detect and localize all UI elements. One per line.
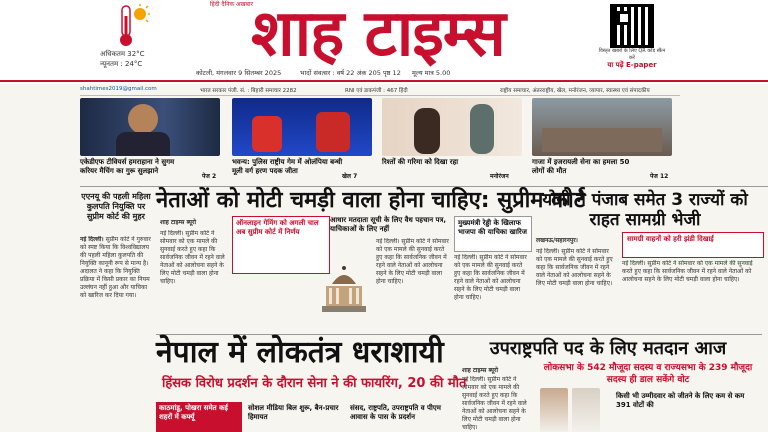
vp-box[interactable]: किसी भी उम्मीदवार को जीतने के लिए कम से कम 391 वोटों की (616, 392, 745, 409)
punjab-body-2 (622, 260, 762, 332)
punjab-box-text: सामग्री वाहनों को हरी झंडी दिखाई (627, 235, 714, 243)
dateline (0, 66, 768, 78)
nepal-curfew-box[interactable]: काठमांडू, पोखरा समेत कई शहरों में कर्फ्यू (156, 402, 242, 432)
teaser-caption-4[interactable]: गाजा में इजरायली सेना का हमला 50 लोगों की मौत (532, 158, 630, 175)
lead-inset-text: ऑनलाइन गेमिंग को अगली चाल अब सुप्रीम कोर्ट में निर्णय (236, 219, 319, 236)
punjab-byline: लखनऊ/सहारनपुर। (536, 237, 578, 244)
teaser-page-1: पेज 2 (202, 173, 217, 180)
edition-date: कोटली, मंगलवार 9 सितम्बर 2025 (196, 69, 282, 77)
thermometer-icon (112, 2, 152, 48)
qr-text: विस्तृत खबरों के लिए QR कोड स्कैन करें (598, 48, 666, 61)
punjab-box[interactable] (622, 232, 764, 258)
top-tagline: हिंदी दैनिक अखबार (210, 1, 253, 8)
registration: भारत सरकार पंजी. सं. : बिहारी समाचार 2282 (200, 88, 297, 94)
subline (80, 84, 680, 96)
email-link[interactable]: shahtimes2019@gmail.com (80, 86, 157, 92)
left-byline: नई दिल्ली। (80, 236, 104, 243)
vp-body (462, 376, 534, 432)
vp-headline[interactable]: उपराष्ट्रपति पद के लिए मतदान आज (489, 338, 727, 359)
nepal-col2-head[interactable]: सोशल मीडिया बिल शुरू, बैन-प्रचार हिमायत (248, 404, 339, 421)
supreme-court-icon (318, 262, 370, 316)
masthead-rule (0, 80, 768, 82)
punjab-body-text: नई दिल्ली। सुप्रीम कोर्ट ने सोमवार को एक मामले की सुनवाई करते हुए कहा कि सार्वजनिक जीवन में रहने वाले नेताओं को आलोचना सहने के लिए मोटी चमड़ी वाला होना चाहिए। (536, 248, 613, 287)
teaser-page-2: खेल 7 (342, 173, 358, 180)
punjab-body (536, 248, 616, 332)
teaser-caption-1[interactable]: एकेडीएफ टीवियर्स हमराहाना ने सुगम करियर मैचिंग का गुरू सुलझाने (80, 158, 175, 175)
lead-side-box-text: मुख्यमंत्री रेड्डी के खिलाफ भाजपा की याचिका खारिज (458, 219, 527, 236)
lead-side-body (376, 238, 450, 334)
lead-side-body-2 (454, 254, 530, 332)
price: मूल्य मात्र 5.00 (412, 69, 451, 77)
left-body (80, 236, 152, 432)
samvat: भादों संवत्सर : वर्ष 22 अंक 205 पृष्ठ 12 (300, 69, 401, 77)
teaser-image-3[interactable] (382, 98, 522, 156)
sections: राष्ट्रीय समाचार, अंतरराष्ट्रीय, खेल, मनोरंजन, व्यापार, स्वास्थ्य एवं संपादकीय (500, 88, 650, 94)
nepal-subhead[interactable]: हिंसक विरोध प्रदर्शन के दौरान सेना ने की फायरिंग, 20 की मौत (162, 376, 467, 391)
lead-byline: शाह टाइम्स ब्यूरो (160, 219, 197, 226)
lead-inset[interactable] (232, 216, 330, 274)
lead-body: नई दिल्ली। सुप्रीम कोर्ट ने सोमवार को एक मामले की सुनवाई करते हुए कहा कि सार्वजनिक जीवन में रहने वाले नेताओं को आलोचना सहने के लिए मोटी चमड़ी वाला होना चाहिए। (160, 230, 225, 285)
teaser-image-4[interactable] (532, 98, 672, 156)
teaser-caption-3[interactable]: रिश्तों की गरिमा को दिखा रहा (382, 158, 459, 166)
teaser-page-3: मनोरंजन (490, 173, 509, 180)
max-temp: अधिकतम 32°C (100, 50, 145, 58)
qr-code-icon[interactable] (610, 4, 654, 48)
rni: RNI एवं डाकपंजी : 467 हिंदी (345, 88, 408, 94)
newspaper-title: शाह टाइम्स (251, 0, 505, 71)
teaser-image-1[interactable] (80, 98, 220, 156)
candidate-photo-1 (540, 388, 568, 432)
punjab-body-text-2: नई दिल्ली। सुप्रीम कोर्ट ने सोमवार को एक मामले की सुनवाई करते हुए कहा कि सार्वजनिक जीवन में रहने वाले नेताओं को आलोचना सहने के लिए मोटी चमड़ी वाला होना चाहिए। (622, 260, 753, 283)
lead-side-text: नई दिल्ली। सुप्रीम कोर्ट ने सोमवार को एक मामले की सुनवाई करते हुए कहा कि सार्वजनिक जीवन में रहने वाले नेताओं को आलोचना सहने के लिए मोटी चमड़ी वाला होना चाहिए। (376, 238, 449, 285)
teaser-image-2[interactable] (232, 98, 372, 156)
min-temp: न्यूनतम : 24°C (100, 60, 143, 68)
nepal-headline[interactable]: नेपाल में लोकतंत्र धराशायी (156, 335, 444, 370)
lead-headline[interactable]: नेताओं को मोटी चमड़ी वाला होना चाहिए: सुप्रीम कोर्ट (156, 188, 585, 213)
qr-epaper: या पढ़ें E-paper (607, 61, 657, 69)
left-headline[interactable]: एएनयू की पहली महिला कुलपति नियुक्ति पर सुप्रीम कोर्ट की मुहर (81, 192, 151, 221)
candidate-photo-2 (572, 388, 600, 432)
left-body-text: सुप्रीम कोर्ट ने गुरुवार को स्पष्ट किया कि विश्वविद्यालय की पहली महिला कुलपति की नियुक्ति कानूनी रूप से मान्य है। अदालत ने कहा कि नियुक्ति प्रक्रिया में किसी प्रकार का नियम उल्लंघन नहीं हुआ और याचिका को खारिज कर दिया गया। (80, 236, 151, 299)
teaser-caption-2[interactable]: भवन्य: पुलिस राष्ट्रीय गेम में ओलंपिया बन्धी मूली वर्ग हरण पदक जीता (232, 158, 343, 175)
vp-byline: शाह टाइम्स ब्यूरो (462, 367, 499, 374)
lead-side-box[interactable] (454, 216, 532, 252)
teaser-page-4: पेज 12 (650, 173, 669, 180)
vp-body-text: नई दिल्ली। सुप्रीम कोर्ट ने सोमवार को एक मामले की सुनवाई करते हुए कहा कि सार्वजनिक जीवन में रहने वाले नेताओं को आलोचना सहने के लिए मोटी चमड़ी वाला होना चाहिए। (462, 376, 527, 431)
punjab-headline[interactable]: योगी ने पंजाब समेत 3 राज्यों को राहत सामग्री भेजी (542, 190, 748, 230)
lead-side-text-2: नई दिल्ली। सुप्रीम कोर्ट ने सोमवार को एक मामले की सुनवाई करते हुए कहा कि सार्वजनिक जीवन में रहने वाले नेताओं को आलोचना सहने के लिए मोटी चमड़ी वाला होना चाहिए। (454, 254, 527, 301)
vp-subhead[interactable]: लोकसभा के 542 मौजूदा सदस्य व राज्यसभा के 239 मौजूदा सदस्य ही डाल सकेंगे वोट (543, 363, 753, 385)
lead-side-head[interactable]: आधार मतदाता सूची के लिए वैध पहचान पत्र, याचिकाओं के लिए नहीं (330, 216, 447, 233)
nepal-col3-head[interactable]: संसद, राष्ट्रपति, उपराष्ट्रपति व पीएम आवास के पास के प्रदर्शन (350, 404, 441, 421)
divider (80, 186, 768, 187)
